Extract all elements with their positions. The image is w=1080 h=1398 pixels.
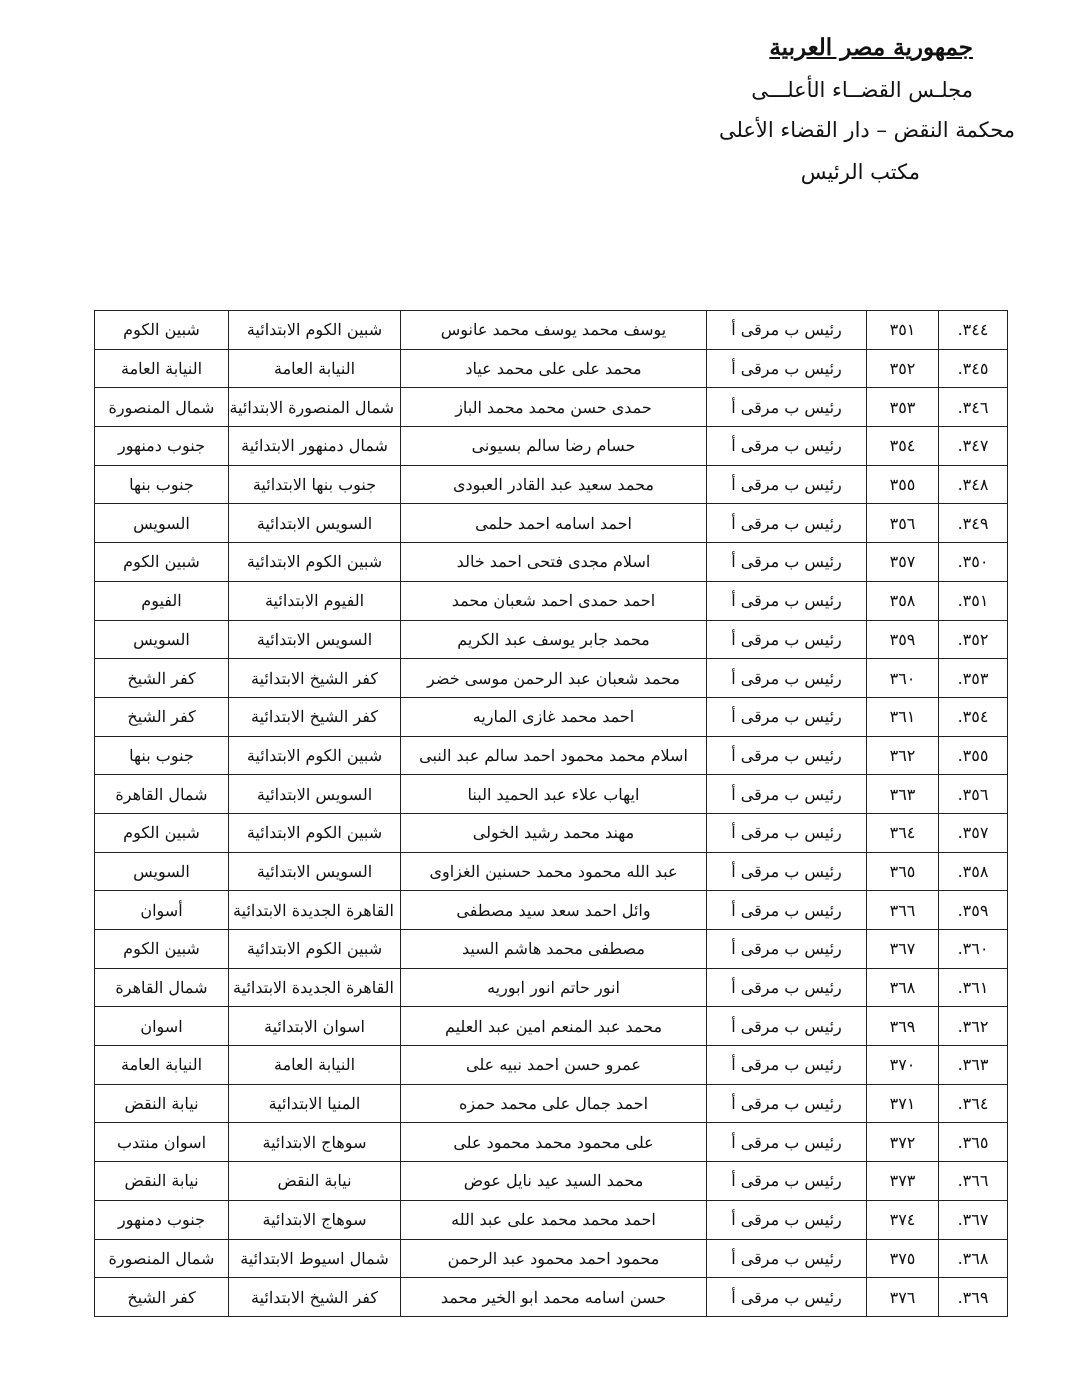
number-cell: ٣٧٤: [867, 1200, 939, 1239]
name-cell: مهند محمد رشيد الخولى: [401, 813, 707, 852]
court-cell: كفر الشيخ الابتدائية: [229, 1278, 401, 1317]
court-cell: السويس الابتدائية: [229, 852, 401, 891]
seq-cell: ٣٥٥.: [939, 736, 1008, 775]
number-cell: ٣٦٩: [867, 1007, 939, 1046]
rank-cell: رئيس ب مرقى أ: [707, 1084, 867, 1123]
assignment-cell: جنوب دمنهور: [95, 1200, 229, 1239]
assignment-cell: نيابة النقض: [95, 1084, 229, 1123]
table-row: [95, 1007, 1008, 1046]
assignment-cell: شبين الكوم: [95, 813, 229, 852]
seq-cell: ٣٦٤.: [939, 1084, 1008, 1123]
court-cell: النيابة العامة: [229, 1046, 401, 1085]
name-cell: يوسف محمد يوسف محمد عانوس: [401, 311, 707, 350]
assignment-cell: النيابة العامة: [95, 349, 229, 388]
court-cell: الفيوم الابتدائية: [229, 581, 401, 620]
name-cell: وائل احمد سعد سيد مصطفى: [401, 891, 707, 930]
number-cell: ٣٥٦: [867, 504, 939, 543]
assignment-cell: أسوان: [95, 891, 229, 930]
court-cell: كفر الشيخ الابتدائية: [229, 659, 401, 698]
court-cell: شمال اسيوط الابتدائية: [229, 1239, 401, 1278]
court-cell: القاهرة الجديدة الابتدائية: [229, 891, 401, 930]
court-cell: شبين الكوم الابتدائية: [229, 311, 401, 350]
name-cell: محمد السيد عيد نايل عوض: [401, 1162, 707, 1201]
table-row: [95, 1239, 1008, 1278]
council-title: مجلـس القضــاء الأعلـــى: [751, 78, 973, 102]
court-cell: شبين الكوم الابتدائية: [229, 543, 401, 582]
seq-cell: ٣٥٢.: [939, 620, 1008, 659]
name-cell: حمدى حسن محمد محمد الباز: [401, 388, 707, 427]
assignment-cell: شمال المنصورة: [95, 388, 229, 427]
court-cell: شبين الكوم الابتدائية: [229, 813, 401, 852]
name-cell: احمد حمدى احمد شعبان محمد: [401, 581, 707, 620]
rank-cell: رئيس ب مرقى أ: [707, 581, 867, 620]
table-row: [95, 1162, 1008, 1201]
table-row: [95, 813, 1008, 852]
seq-cell: ٣٤٤.: [939, 311, 1008, 350]
assignment-cell: شبين الكوم: [95, 311, 229, 350]
seq-cell: ٣٥٩.: [939, 891, 1008, 930]
court-title: محكمة النقض – دار القضاء الأعلى: [718, 118, 1015, 142]
number-cell: ٣٦٧: [867, 930, 939, 969]
seq-cell: ٣٦٩.: [939, 1278, 1008, 1317]
name-cell: محمد على على محمد عياد: [401, 349, 707, 388]
number-cell: ٣٧١: [867, 1084, 939, 1123]
seq-cell: ٣٥٤.: [939, 697, 1008, 736]
seq-cell: ٣٤٩.: [939, 504, 1008, 543]
court-cell: القاهرة الجديدة الابتدائية: [229, 968, 401, 1007]
rank-cell: رئيس ب مرقى أ: [707, 1007, 867, 1046]
name-cell: مصطفى محمد هاشم السيد: [401, 930, 707, 969]
rank-cell: رئيس ب مرقى أ: [707, 543, 867, 582]
table-row: [95, 775, 1008, 814]
name-cell: انور حاتم انور ابوريه: [401, 968, 707, 1007]
rank-cell: رئيس ب مرقى أ: [707, 968, 867, 1007]
number-cell: ٣٥٣: [867, 388, 939, 427]
name-cell: ايهاب علاء عبد الحميد البنا: [401, 775, 707, 814]
assignment-cell: اسوان: [95, 1007, 229, 1046]
rank-cell: رئيس ب مرقى أ: [707, 427, 867, 466]
number-cell: ٣٧٦: [867, 1278, 939, 1317]
seq-cell: ٣٦٠.: [939, 930, 1008, 969]
assignment-cell: السويس: [95, 504, 229, 543]
table-row: [95, 427, 1008, 466]
seq-cell: ٣٥٠.: [939, 543, 1008, 582]
number-cell: ٣٦٣: [867, 775, 939, 814]
assignment-cell: شبين الكوم: [95, 543, 229, 582]
table-row: [95, 504, 1008, 543]
table-row: [95, 349, 1008, 388]
assignment-cell: جنوب بنها: [95, 465, 229, 504]
name-cell: احمد جمال على محمد حمزه: [401, 1084, 707, 1123]
table-row: [95, 852, 1008, 891]
table-row: [95, 465, 1008, 504]
rank-cell: رئيس ب مرقى أ: [707, 388, 867, 427]
assignment-cell: شمال القاهرة: [95, 775, 229, 814]
number-cell: ٣٦٨: [867, 968, 939, 1007]
court-cell: النيابة العامة: [229, 349, 401, 388]
rank-cell: رئيس ب مرقى أ: [707, 311, 867, 350]
number-cell: ٣٦٥: [867, 852, 939, 891]
seq-cell: ٣٦٧.: [939, 1200, 1008, 1239]
name-cell: عبد الله محمود محمد حسنين الغزاوى: [401, 852, 707, 891]
table-row: [95, 1084, 1008, 1123]
table-row: [95, 543, 1008, 582]
table-row: [95, 697, 1008, 736]
number-cell: ٣٧٣: [867, 1162, 939, 1201]
rank-cell: رئيس ب مرقى أ: [707, 659, 867, 698]
name-cell: حسام رضا سالم بسيونى: [401, 427, 707, 466]
rank-cell: رئيس ب مرقى أ: [707, 1046, 867, 1085]
seq-cell: ٣٦١.: [939, 968, 1008, 1007]
rank-cell: رئيس ب مرقى أ: [707, 1239, 867, 1278]
rank-cell: رئيس ب مرقى أ: [707, 775, 867, 814]
rank-cell: رئيس ب مرقى أ: [707, 891, 867, 930]
number-cell: ٣٥١: [867, 311, 939, 350]
court-cell: شمال دمنهور الابتدائية: [229, 427, 401, 466]
number-cell: ٣٦٢: [867, 736, 939, 775]
name-cell: محمد جابر يوسف عبد الكريم: [401, 620, 707, 659]
assignment-cell: اسوان منتدب: [95, 1123, 229, 1162]
rank-cell: رئيس ب مرقى أ: [707, 852, 867, 891]
assignment-cell: السويس: [95, 852, 229, 891]
rank-cell: رئيس ب مرقى أ: [707, 1200, 867, 1239]
number-cell: ٣٦٦: [867, 891, 939, 930]
court-cell: شبين الكوم الابتدائية: [229, 736, 401, 775]
table-row: [95, 968, 1008, 1007]
table-row: [95, 311, 1008, 350]
rank-cell: رئيس ب مرقى أ: [707, 1162, 867, 1201]
number-cell: ٣٧٥: [867, 1239, 939, 1278]
rank-cell: رئيس ب مرقى أ: [707, 736, 867, 775]
country-title: جمهورية مصر العربية: [769, 34, 973, 61]
rank-cell: رئيس ب مرقى أ: [707, 349, 867, 388]
name-cell: حسن اسامه محمد ابو الخير محمد: [401, 1278, 707, 1317]
assignment-cell: شمال المنصورة: [95, 1239, 229, 1278]
table-row: [95, 1278, 1008, 1317]
number-cell: ٣٥٢: [867, 349, 939, 388]
assignment-cell: جنوب بنها: [95, 736, 229, 775]
number-cell: ٣٥٧: [867, 543, 939, 582]
seq-cell: ٣٥٧.: [939, 813, 1008, 852]
court-cell: المنيا الابتدائية: [229, 1084, 401, 1123]
name-cell: اسلام محمد محمود احمد سالم عبد النبى: [401, 736, 707, 775]
table-row: [95, 930, 1008, 969]
court-cell: شبين الكوم الابتدائية: [229, 930, 401, 969]
table-row: [95, 736, 1008, 775]
table-row: [95, 891, 1008, 930]
number-cell: ٣٧٠: [867, 1046, 939, 1085]
seq-cell: ٣٥١.: [939, 581, 1008, 620]
number-cell: ٣٥٨: [867, 581, 939, 620]
rank-cell: رئيس ب مرقى أ: [707, 504, 867, 543]
judges-table-body: [95, 311, 1008, 1317]
court-cell: كفر الشيخ الابتدائية: [229, 697, 401, 736]
seq-cell: ٣٦٦.: [939, 1162, 1008, 1201]
rank-cell: رئيس ب مرقى أ: [707, 930, 867, 969]
assignment-cell: جنوب دمنهور: [95, 427, 229, 466]
assignment-cell: الفيوم: [95, 581, 229, 620]
name-cell: احمد محمد محمد على عبد الله: [401, 1200, 707, 1239]
name-cell: عمرو حسن احمد نبيه على: [401, 1046, 707, 1085]
court-cell: السويس الابتدائية: [229, 504, 401, 543]
name-cell: احمد محمد غازى الماريه: [401, 697, 707, 736]
table-row: [95, 659, 1008, 698]
table-row: [95, 1200, 1008, 1239]
name-cell: احمد اسامه احمد حلمى: [401, 504, 707, 543]
name-cell: على محمود محمد محمود على: [401, 1123, 707, 1162]
office-title: مكتب الرئيس: [800, 160, 920, 184]
number-cell: ٣٦٠: [867, 659, 939, 698]
name-cell: محمد سعيد عبد القادر العبودى: [401, 465, 707, 504]
seq-cell: ٣٦٣.: [939, 1046, 1008, 1085]
court-cell: السويس الابتدائية: [229, 775, 401, 814]
number-cell: ٣٧٢: [867, 1123, 939, 1162]
court-cell: سوهاج الابتدائية: [229, 1200, 401, 1239]
seq-cell: ٣٤٧.: [939, 427, 1008, 466]
seq-cell: ٣٦٥.: [939, 1123, 1008, 1162]
seq-cell: ٣٥٦.: [939, 775, 1008, 814]
table-row: [95, 581, 1008, 620]
assignment-cell: شمال القاهرة: [95, 968, 229, 1007]
judges-table: [94, 310, 1008, 1317]
number-cell: ٣٥٩: [867, 620, 939, 659]
table-row: [95, 1123, 1008, 1162]
rank-cell: رئيس ب مرقى أ: [707, 1278, 867, 1317]
table-row: [95, 388, 1008, 427]
table-row: [95, 1046, 1008, 1085]
rank-cell: رئيس ب مرقى أ: [707, 620, 867, 659]
seq-cell: ٣٤٥.: [939, 349, 1008, 388]
seq-cell: ٣٦٢.: [939, 1007, 1008, 1046]
number-cell: ٣٦١: [867, 697, 939, 736]
assignment-cell: النيابة العامة: [95, 1046, 229, 1085]
assignment-cell: كفر الشيخ: [95, 1278, 229, 1317]
assignment-cell: السويس: [95, 620, 229, 659]
seq-cell: ٣٤٦.: [939, 388, 1008, 427]
assignment-cell: كفر الشيخ: [95, 659, 229, 698]
court-cell: سوهاج الابتدائية: [229, 1123, 401, 1162]
court-cell: اسوان الابتدائية: [229, 1007, 401, 1046]
seq-cell: ٣٦٨.: [939, 1239, 1008, 1278]
number-cell: ٣٥٤: [867, 427, 939, 466]
table-row: [95, 620, 1008, 659]
name-cell: محمد عبد المنعم امين عبد العليم: [401, 1007, 707, 1046]
assignment-cell: كفر الشيخ: [95, 697, 229, 736]
court-cell: نيابة النقض: [229, 1162, 401, 1201]
court-cell: شمال المنصورة الابتدائية: [229, 388, 401, 427]
court-cell: السويس الابتدائية: [229, 620, 401, 659]
court-cell: جنوب بنها الابتدائية: [229, 465, 401, 504]
assignment-cell: شبين الكوم: [95, 930, 229, 969]
rank-cell: رئيس ب مرقى أ: [707, 1123, 867, 1162]
number-cell: ٣٦٤: [867, 813, 939, 852]
name-cell: محمد شعبان عبد الرحمن موسى خضر: [401, 659, 707, 698]
rank-cell: رئيس ب مرقى أ: [707, 697, 867, 736]
name-cell: محمود احمد محمود عبد الرحمن: [401, 1239, 707, 1278]
seq-cell: ٣٤٨.: [939, 465, 1008, 504]
seq-cell: ٣٥٨.: [939, 852, 1008, 891]
seq-cell: ٣٥٣.: [939, 659, 1008, 698]
name-cell: اسلام مجدى فتحى احمد خالد: [401, 543, 707, 582]
number-cell: ٣٥٥: [867, 465, 939, 504]
rank-cell: رئيس ب مرقى أ: [707, 465, 867, 504]
assignment-cell: نيابة النقض: [95, 1162, 229, 1201]
rank-cell: رئيس ب مرقى أ: [707, 813, 867, 852]
